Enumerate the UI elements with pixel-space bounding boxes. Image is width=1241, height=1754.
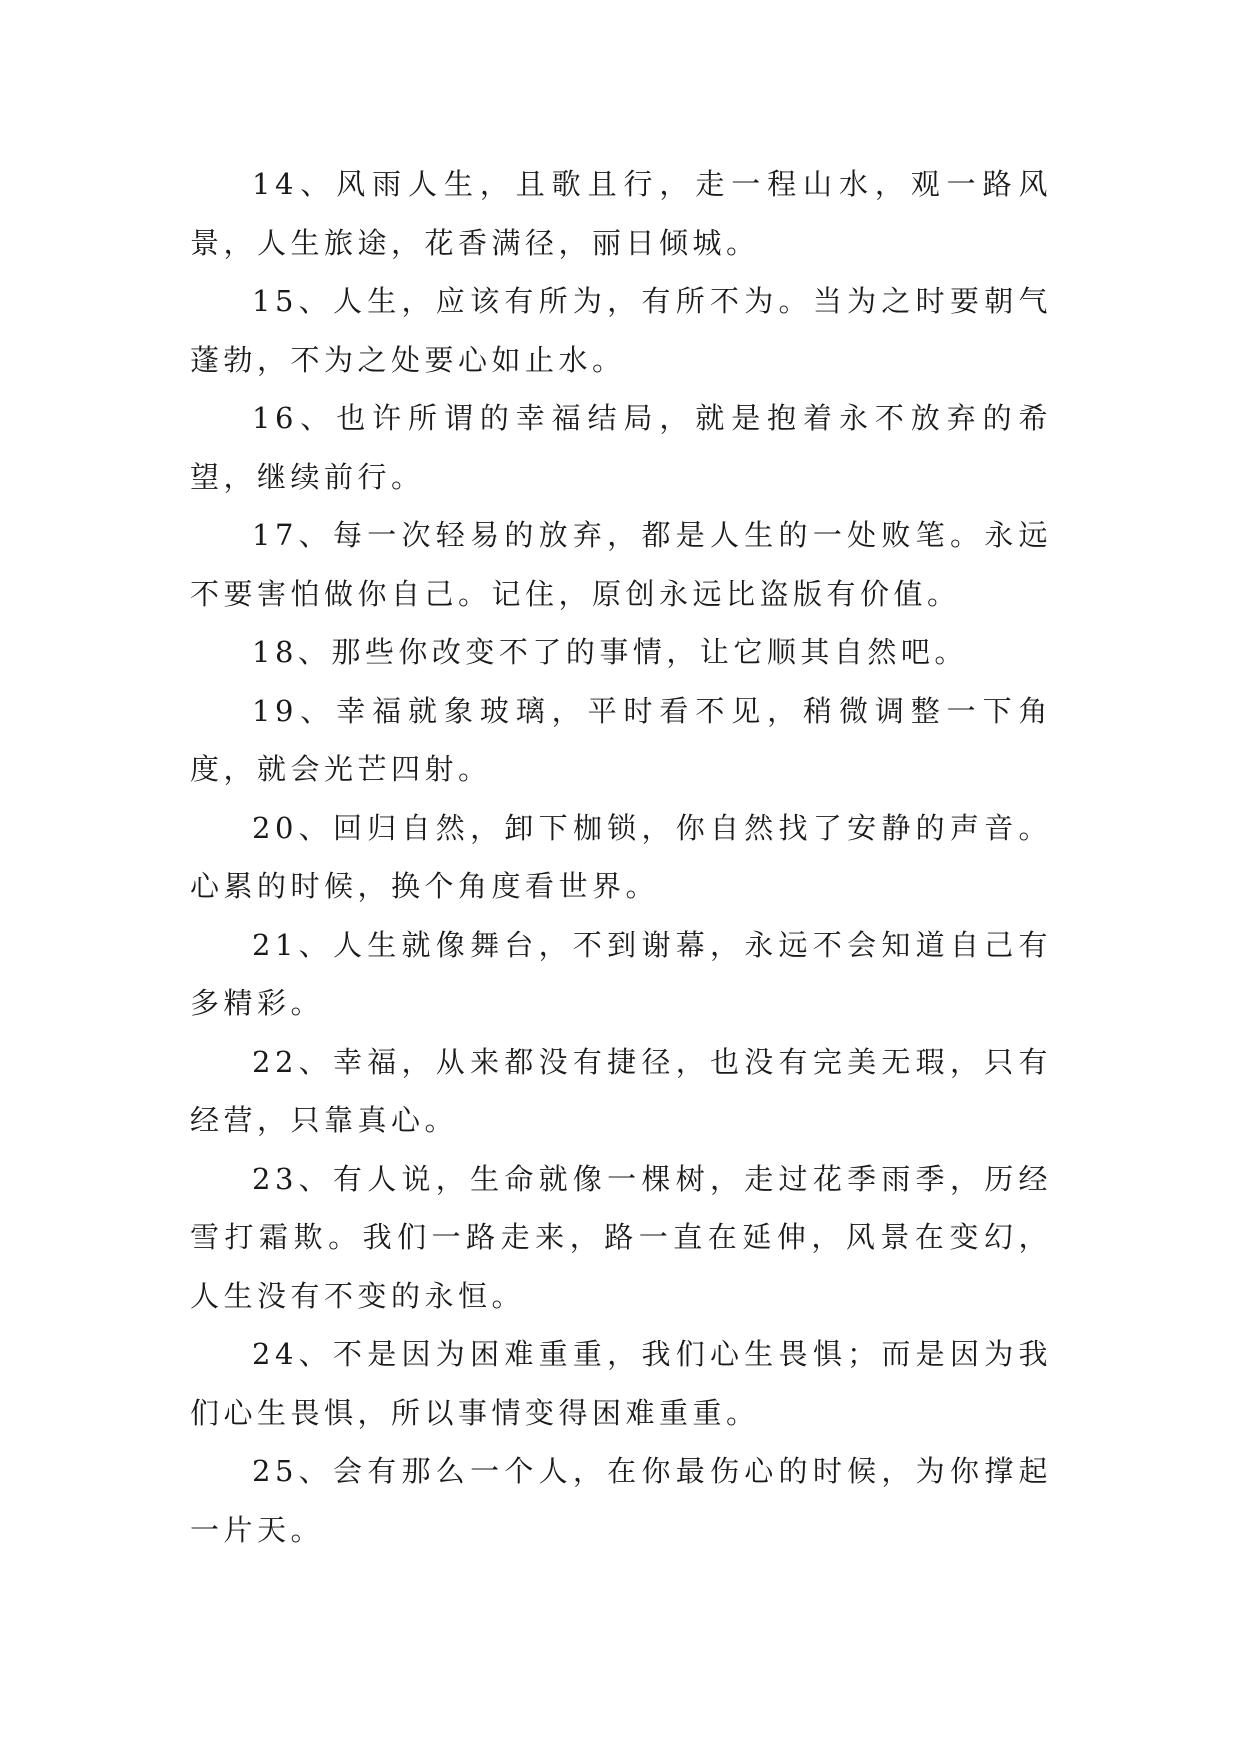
- paragraph-22: [190, 1033, 1052, 1150]
- paragraph-text: 25、会有那么一个人，在你最伤心的时候，为你撑起一片天。: [190, 1454, 1052, 1547]
- paragraph-text: 14、风雨人生，且歌且行，走一程山水，观一路风景，人生旅途，花香满径，丽日倾城。: [190, 167, 1052, 260]
- paragraph-20: [190, 799, 1052, 916]
- paragraph-21: [190, 916, 1052, 1033]
- paragraph-18: [190, 623, 1052, 682]
- paragraph-text: 15、人生，应该有所为，有所不为。当为之时要朝气蓬勃，不为之处要心如止水。: [190, 284, 1052, 377]
- paragraph-text: 21、人生就像舞台，不到谢幕，永远不会知道自己有多精彩。: [190, 927, 1052, 1020]
- paragraph-text: 24、不是因为困难重重，我们心生畏惧；而是因为我们心生畏惧，所以事情变得困难重重。: [190, 1337, 1052, 1430]
- paragraph-17: [190, 506, 1052, 623]
- paragraph-text: 20、回归自然，卸下枷锁，你自然找了安静的声音。心累的时候，换个角度看世界。: [190, 810, 1052, 903]
- paragraph-text: 22、幸福，从来都没有捷径，也没有完美无瑕，只有经营，只靠真心。: [190, 1044, 1052, 1137]
- paragraph-23: [190, 1150, 1052, 1326]
- paragraph-25: [190, 1442, 1052, 1559]
- paragraph-16: [190, 389, 1052, 506]
- paragraph-text: 17、每一次轻易的放弃，都是人生的一处败笔。永远不要害怕做你自己。记住，原创永远比盗版有价值。: [190, 518, 1052, 611]
- paragraph-19: [190, 682, 1052, 799]
- paragraph-15: [190, 272, 1052, 389]
- paragraph-text: 18、那些你改变不了的事情，让它顺其自然吧。: [252, 635, 968, 669]
- paragraph-text: 23、有人说，生命就像一棵树，走过花季雨季，历经雪打霜欺。我们一路走来，路一直在延伸，风景在变幻，人生没有不变的永恒。: [190, 1161, 1052, 1313]
- paragraph-text: 19、幸福就象玻璃，平时看不见，稍微调整一下角度，就会光芒四射。: [190, 693, 1052, 786]
- paragraph-24: [190, 1325, 1052, 1442]
- paragraph-text: 16、也许所谓的幸福结局，就是抱着永不放弃的希望，继续前行。: [190, 401, 1052, 494]
- document-body: [190, 155, 1052, 1559]
- paragraph-14: [190, 155, 1052, 272]
